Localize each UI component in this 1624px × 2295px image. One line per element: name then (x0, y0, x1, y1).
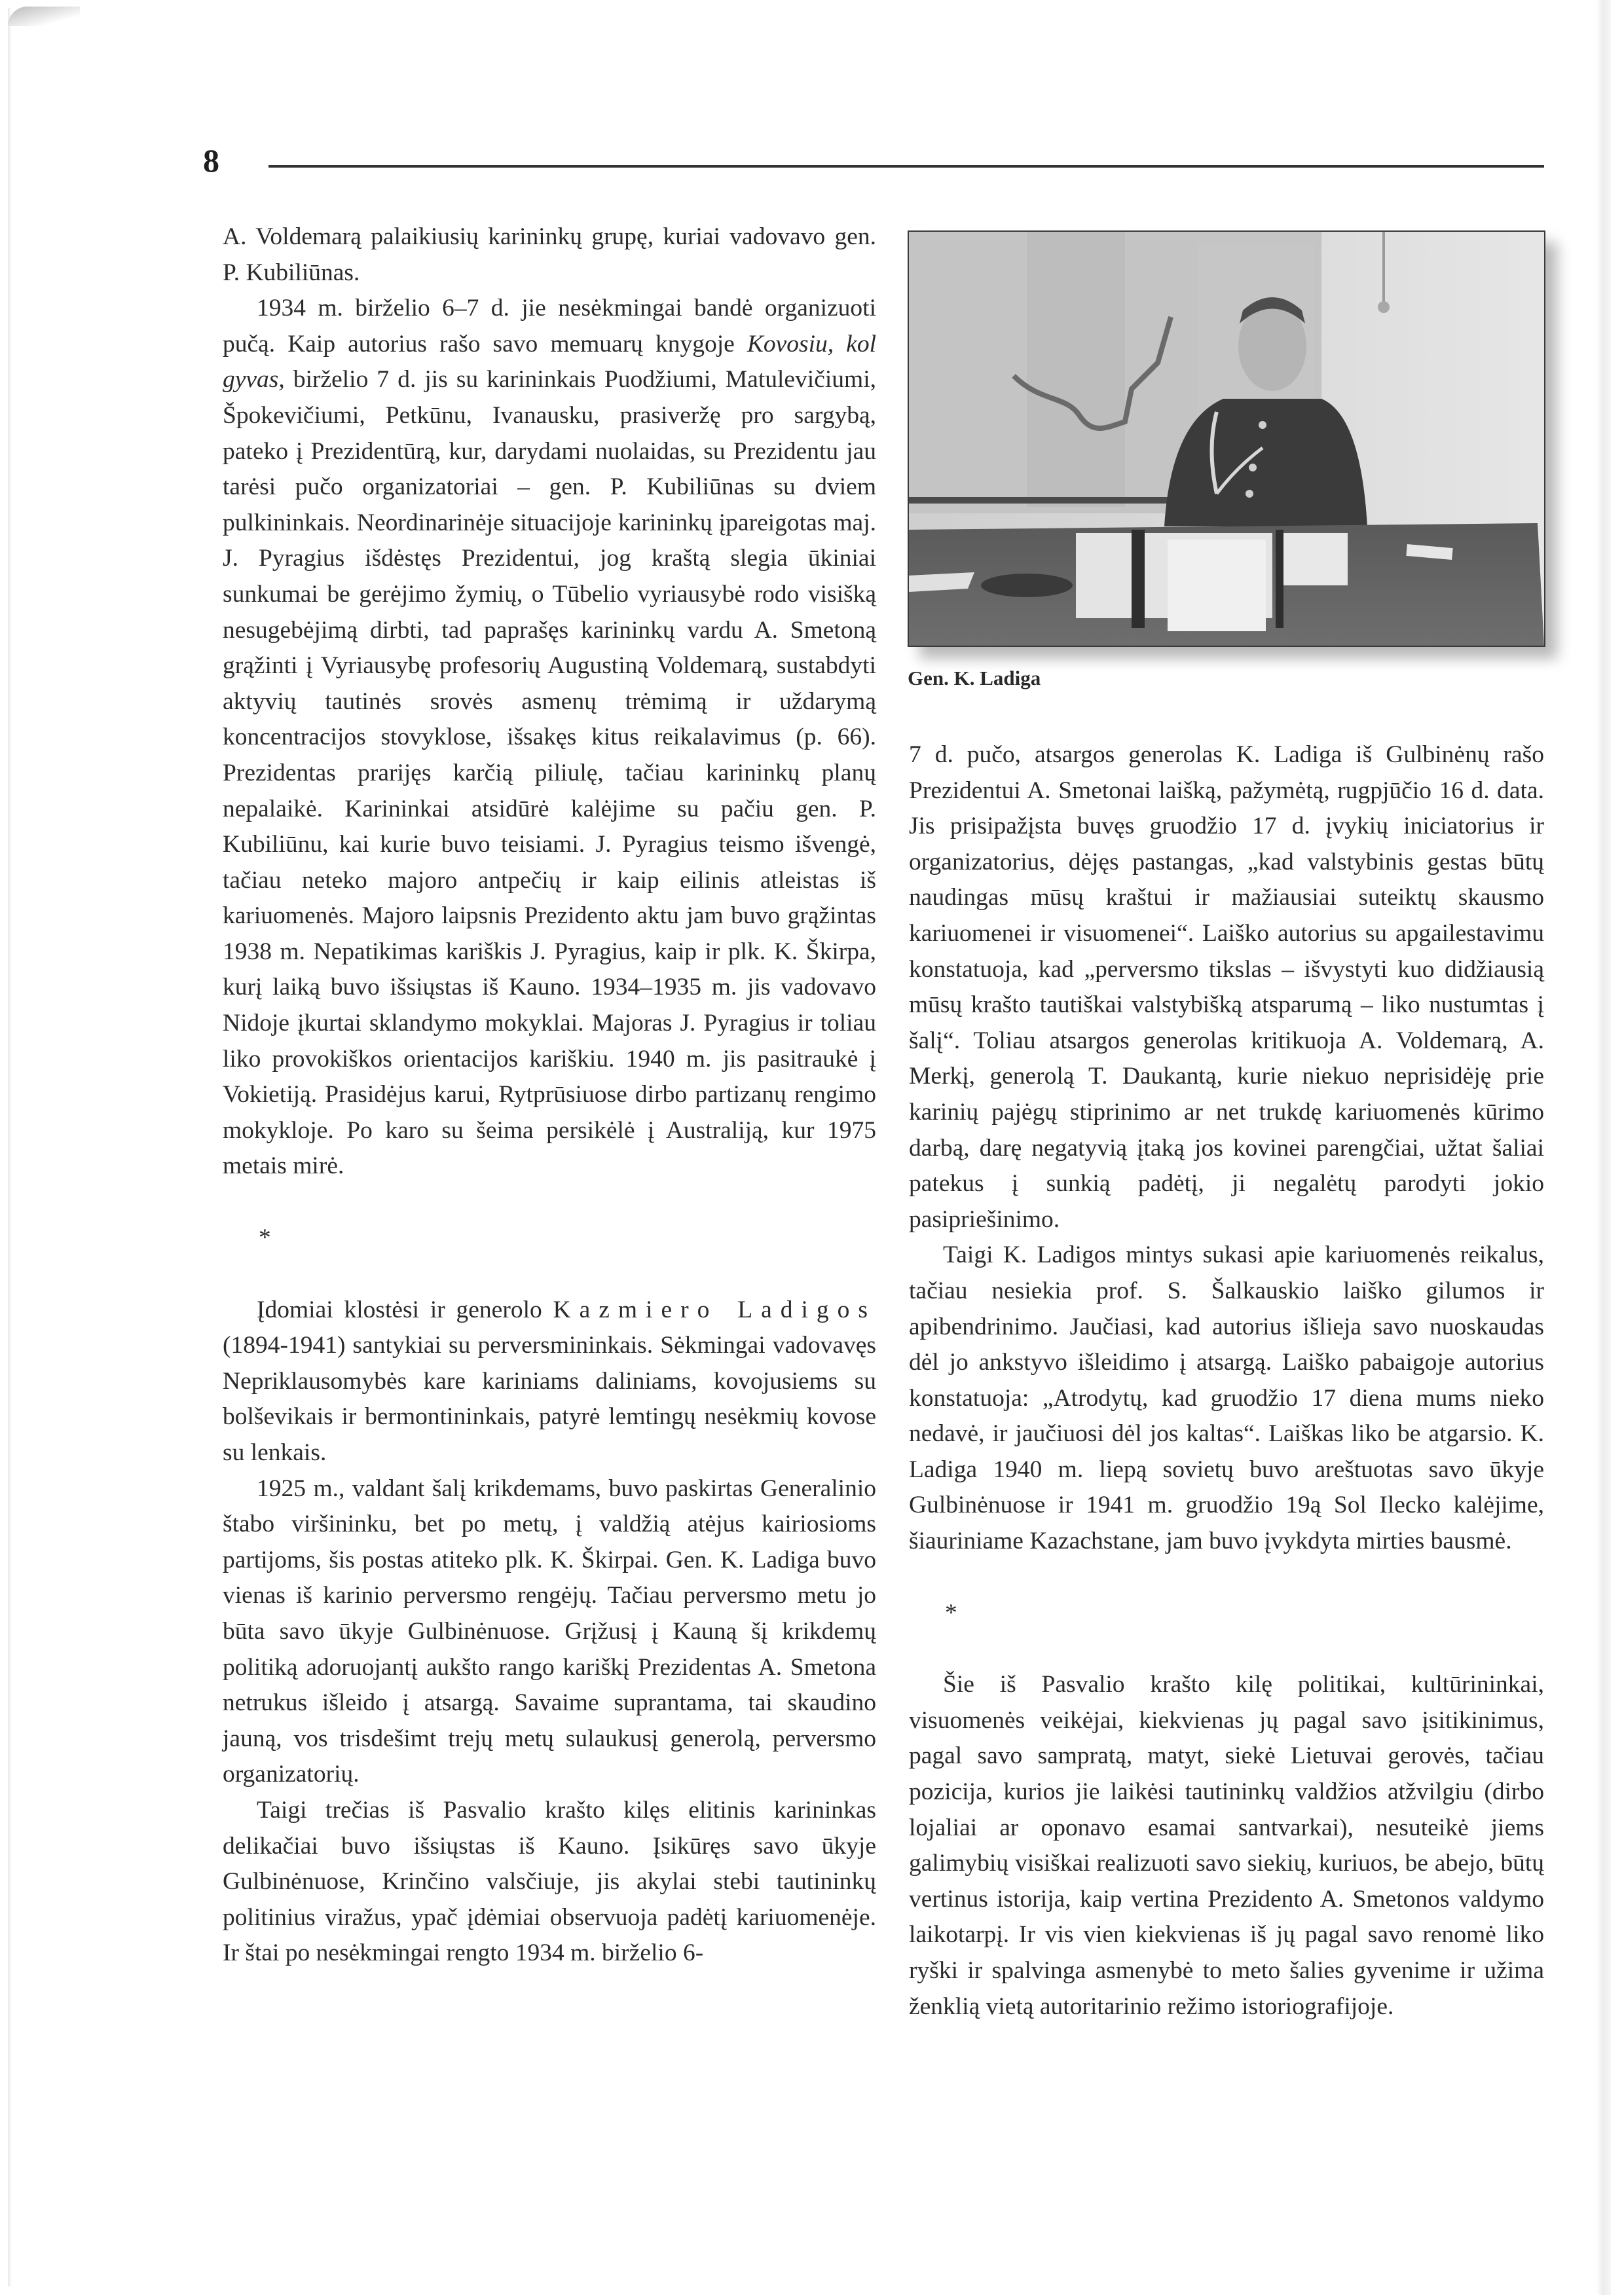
photo-gen-ladiga (908, 230, 1545, 647)
paragraph-text: Įdomiai klostėsi ir generolo (257, 1296, 553, 1323)
paragraph-conclusion: Šie iš Pasvalio krašto kilę politikai, kultūrininkai, visuomenės veikėjai, kiekvienas jų pagal savo įsitikinimus, pagal savo sampratą, matyt, siekė Lietuvai gerovės, tačiau pozicija, kurios jie laikėsi tautininkų valdžios atžvilgiu (dirbo lojaliai ar oponavo esamai santvarkai), nesuteikė jiems galimybių visiškai realizuoti savo siekių, kuriuos, be abejo, būtų vertinus istorija, kaip vertina Prezidento A. Smetonos valdymo laikotarpį. Ir vis vien kiekvienas iš jų pagal savo renomė liko ryški ir spalvinga asmenybė to meto šalies gyvenime ir užima ženklią vietą autoritarinio režimo istoriografijoje. (909, 1671, 1544, 2020)
page-number: 8 (203, 142, 219, 179)
paragraph-ladiga-intro (223, 1293, 876, 1471)
header-rule (268, 165, 1544, 168)
paragraph-letter: 7 d. pučo, atsargos generolas K. Ladiga iš Gulbinėnų rašo Prezidentui A. Smetonai laišką, pažymėtą, rugpjūčio 16 d. data. Jis prisipažįsta buvęs gruodžio 17 d. įvykių iniciatorius ir organizatorius, dėjęs pastangas, „kad valstybinis gestas būtų naudingas mūsų kraštui ir mažiausiai suteiktų skausmo kariuomenei ir visuomenei“. Laiško autorius su apgailestavimu konstatuoja, kad „perversmo tikslas – išvystyti kuo didžiausią mūsų krašto tautiškai valstybišką atsparumą – liko nustumtas į šalį“. Toliau atsargos generolas kritikuoja A. Voldemarą, A. Merkį, generolą T. Daukantą, kurie niekuo neprisidėję prie karinių pajėgų stiprinimo ar net trukdę kariuomenės kūrimo darbą, darę negatyvią įtaką jos kovinei parengčiai, užtat šaliai patekus į sunkią padėtį, ji negalėtų parodyti jokio pasipriešinimo. (909, 741, 1544, 1233)
photo-caption: Gen. K. Ladiga (908, 667, 1041, 689)
left-column (223, 219, 876, 1972)
scan-edge-left (8, 8, 12, 2286)
paragraph-continuation: A. Voldemarą palaikiusių karininkų grupę, kuriai vadovavo gen. P. Kubiliūnas. (223, 223, 876, 286)
book-title: Kovosiu, kol gyvas, (223, 330, 876, 394)
paragraph-text: 1934 m. birželio 6–7 d. jie nesėkmingai bandė organizuoti pučą. Kaip autorius rašo savo memuarų knygoje (223, 295, 876, 358)
section-separator: * (945, 1599, 957, 1626)
paragraph-ladiga-thoughts: Taigi K. Ladigos mintys sukasi apie kariuomenės reikalus, tačiau nesiekia prof. S. Šalkauskio laiško gilumos ir apibendrinimo. Jaučiasi, kad autorius išlieja savo nuoskaudas dėl jo ankstyvo išleidimo į atsargą. Laiško pabaigoje autorius konstatuoja: „Atrodytų, kad gruodžio 17 diena mums nieko nedavė, ir jaučiuosi dėl jos kaltas“. Laiškas liko be atgarsio. K. Ladiga 1940 m. liepą sovietų buvo areštuotas savo ūkyje Gulbinėnuose ir 1941 m. gruodžio 19ą Sol Ilecko kalėjime, šiauriniame Kazachstane, jam buvo įvykdyta mirties bausmė. (909, 1241, 1544, 1555)
paragraph-third-officer: Taigi trečias iš Pasvalio krašto kilęs elitinis karininkas delikačiai buvo išsiųstas iš Kauno. Įsikūręs savo ūkyje Gulbinėnuose, Krinčino valsčiuje, jis akylai stebi tautininkų politinius viražus, ypač įdėmiai observuoja padėtį kariuomenėje. Ir štai po nesėkmingai rengto 1934 m. birželio 6- (223, 1796, 876, 1967)
photo-image (909, 232, 1544, 646)
emphasized-name: Kazmiero Ladigos (553, 1296, 877, 1323)
right-column (909, 737, 1544, 2025)
paragraph-1925: 1925 m., valdant šalį krikdemams, buvo paskirtas Generalinio štabo viršininku, bet po metų, į valdžią atėjus kairiosioms partijoms, šis postas atiteko plk. K. Škirpai. Gen. K. Ladiga buvo vienas iš karinio perversmo rengėjų. Tačiau perversmo metu jo būta savo ūkyje Gulbinėnuose. Grįžusį į Kauną šį krikdemų politiką adoruojantį aukšto rango kariškį Prezidentas A. Smetona netrukus išleido į atsargą. Savaime suprantama, tai skaudino jauną, vos trisdešimt trejų metų sulaukusį generolą, perversmo organizatorių. (223, 1475, 876, 1788)
scan-edge-right (1596, 0, 1611, 2295)
section-separator: * (259, 1224, 271, 1252)
paragraph-pyragius (223, 291, 876, 1184)
paragraph-text: (1894-1941) santykiai su perversmininkais. Sėkmingai vadovavęs Nepriklausomybės kare kariniams daliniams, kovojusiems su bolševikais ir bermontininkais, patyrė lemtingų nesėkmių kovose su lenkais. (223, 1332, 876, 1466)
scan-corner-shadow (8, 7, 80, 26)
paragraph-text: birželio 7 d. jis su karininkais Puodžiumi, Matulevičiumi, Špokevičiumi, Petkūnu, Ivanausku, prasiveržę pro sargybą, pateko į Prezidentūrą, kur, darydami nuolaidas, su Prezidentu jau tarėsi pučo organizatoriai – gen. P. Kubiliūnas su dviem pulkininkais. Neordinarinėje situacijoje karininkų įpareigotas maj. J. Pyragius išdėstęs Prezidentui, jog kraštą slegia ūkiniai sunkumai be gerėjimo žymių, o Tūbelio vyriausybė rodo visišką nesugebėjimą dirbti, tad paprašęs karininkų vardu A. Smetoną grąžinti į Vyriausybę profesorių Augustiną Voldemarą, sustabdyti aktyvių tautinės srovės asmenų trėmimą ir uždarymą koncentracijos stovyklose, išsakęs kitus reikalavimus (p. 66). Prezidentas prarijęs karčią piliulę, tačiau karininkų planų nepalaikė. Karininkai atsidūrė kalėjime su pačiu gen. P. Kubiliūnu, kai kurie buvo teisiami. J. Pyragius teismo išvengė, tačiau neteko majoro antpečių ir kaip eilinis atleistas iš kariuomenės. Majoro laipsnis Prezidento aktu jam buvo grąžintas 1938 m. Nepatikimas kariškis J. Pyragius, kaip ir plk. K. Škirpa, kurį laiką buvo išsiųstas iš Kauno. 1934–1935 m. jis vadovavo Nidoje įkurtai sklandymo mokyklai. Majoras J. Pyragius ir toliau liko provokiškos orientacijos kariškiu. 1940 m. jis pasitraukė į Vokietiją. Prasidėjus karui, Rytprūsiuose dirbo partizanų rengimo mokykloje. Po karo su šeima persikėlė į Australiją, kur 1975 metais mirė. (223, 366, 876, 1180)
